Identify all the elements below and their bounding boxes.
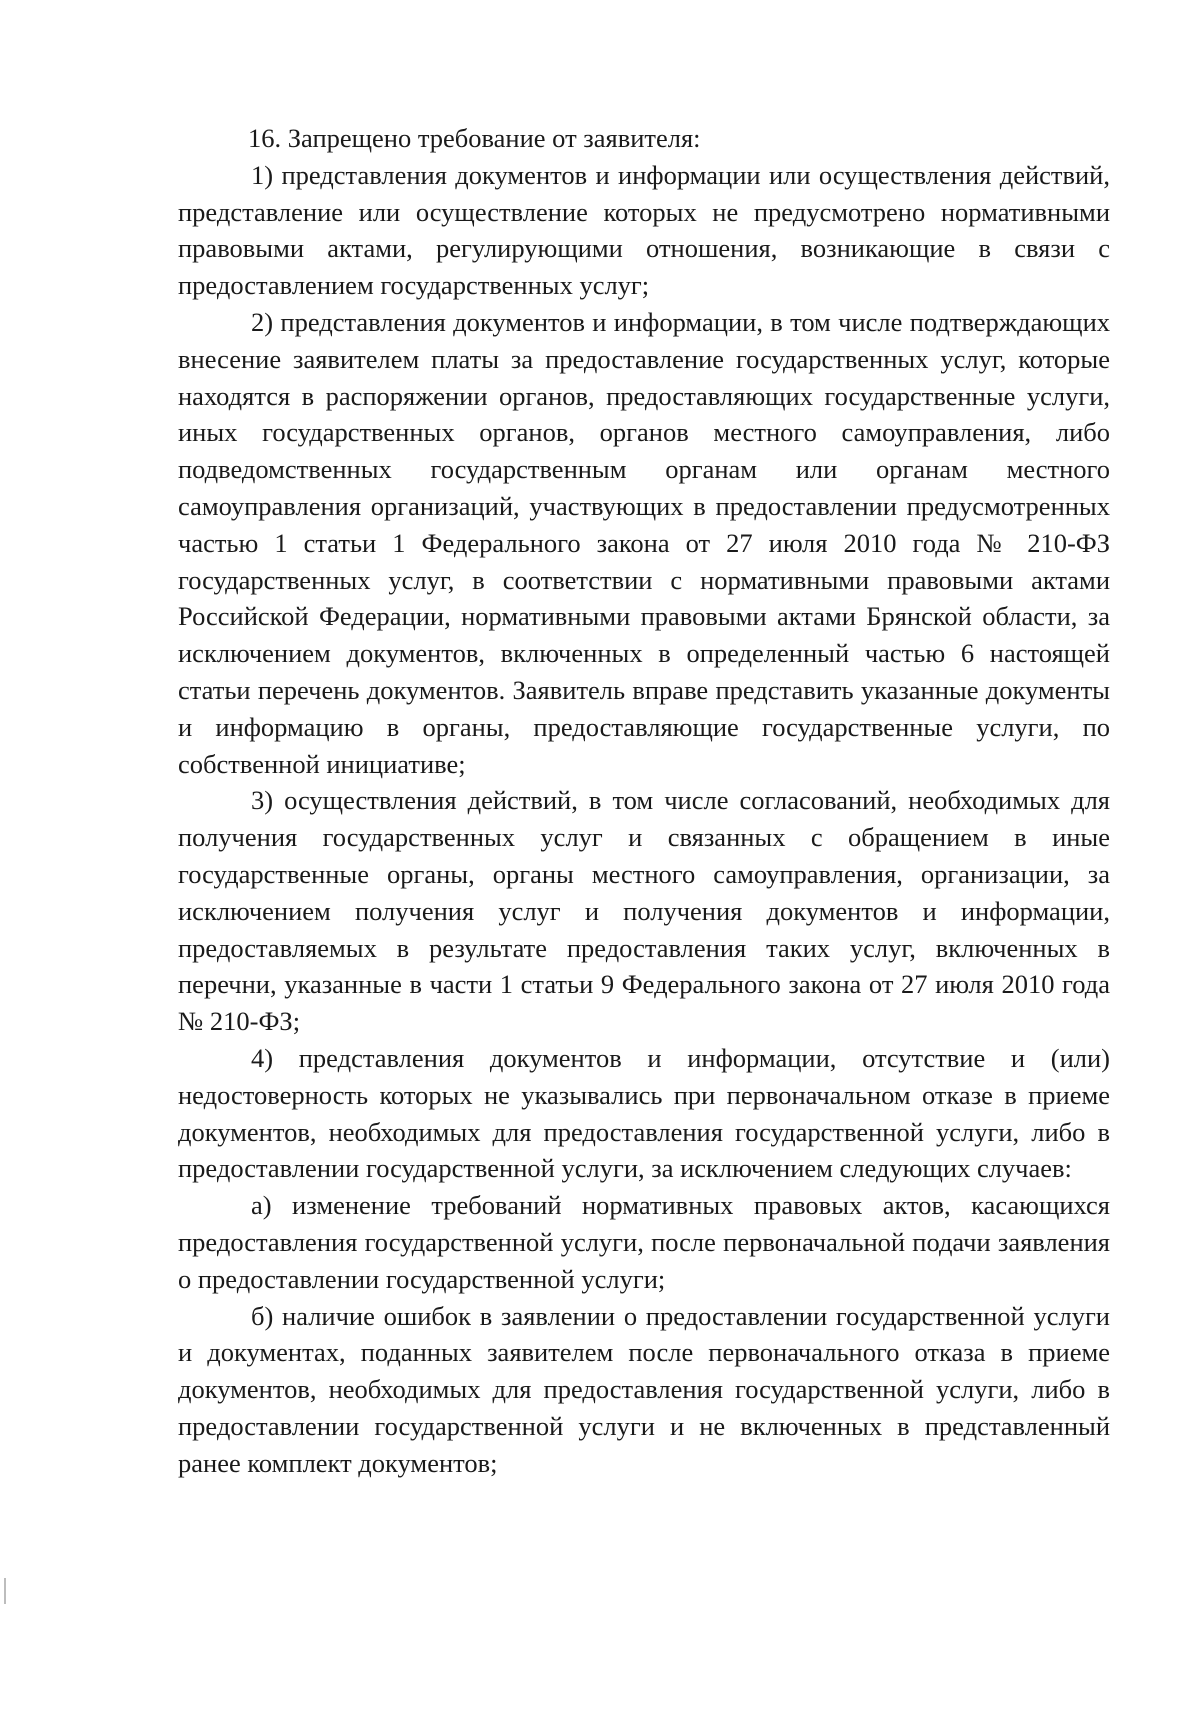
scan-edge-mark (4, 1578, 6, 1604)
paragraph-subitem-1: 1) представления документов и информации или осуществления действий, представление или осуществление которых не предусмотрено нормативными правовыми актами, регулирующими отношения, возникающие в связи с предоставлением государственных услуг; (178, 159, 1110, 301)
paragraph-subitem-b: б) наличие ошибок в заявлении о предоставлении государственной услуги и документах, поданных заявителем после первоначального отказа в приеме документов, необходимых для предоставления государственной услуги, либо в предоставлении государственной услуги и не включенных в представленный ранее комплект документов; (178, 1300, 1110, 1478)
paragraph-subitem-3: 3) осуществления действий, в том числе согласований, необходимых для получения государственных услуг и связанных с обращением в иные государственные органы, органы местного самоуправления, организации, за исключением получения услуг и получения документов и информации, предоставляемых в результате предоставления таких услуг, включенных в перечни, указанные в части 1 статьи 9 Федерального закона от 27 июля 2010 года № 210-ФЗ; (178, 785, 1110, 1037)
document-body (178, 120, 1110, 1481)
paragraph-subitem-4: 4) представления документов и информации, отсутствие и (или) недостоверность которых не указывались при первоначальном отказе в приеме документов, необходимых для предоставления государственной услуги, либо в предоставлении государственной услуги, за исключением следующих случаев: (178, 1042, 1110, 1184)
paragraph-item-16-heading: 16. Запрещено требование от заявителя: (248, 123, 701, 153)
paragraph-subitem-a: а) изменение требований нормативных правовых актов, касающихся предоставления государственной услуги, после первоначальной подачи заявления о предоставлении государственной услуги; (178, 1190, 1110, 1294)
paragraph-subitem-2: 2) представления документов и информации, в том числе подтверждающих внесение заявителем платы за предоставление государственных услуг, которые находятся в распоряжении органов, предоставляющих государственные услуги, иных государственных органов, органов местного самоуправления, либо подведомственных государственным органам или органам местного самоуправления организаций, участвующих в предоставлении предусмотренных частью 1 статьи 1 Федерального закона от 27 июля 2010 года № 210-ФЗ государственных услуг, в соответствии с нормативными правовыми актами Российской Федерации, нормативными правовыми актами Брянской области, за исключением документов, включенных в определенный частью 6 настоящей статьи перечень документов. Заявитель вправе представить указанные документы и информацию в органы, предоставляющие государственные услуги, по собственной инициативе; (178, 306, 1110, 779)
